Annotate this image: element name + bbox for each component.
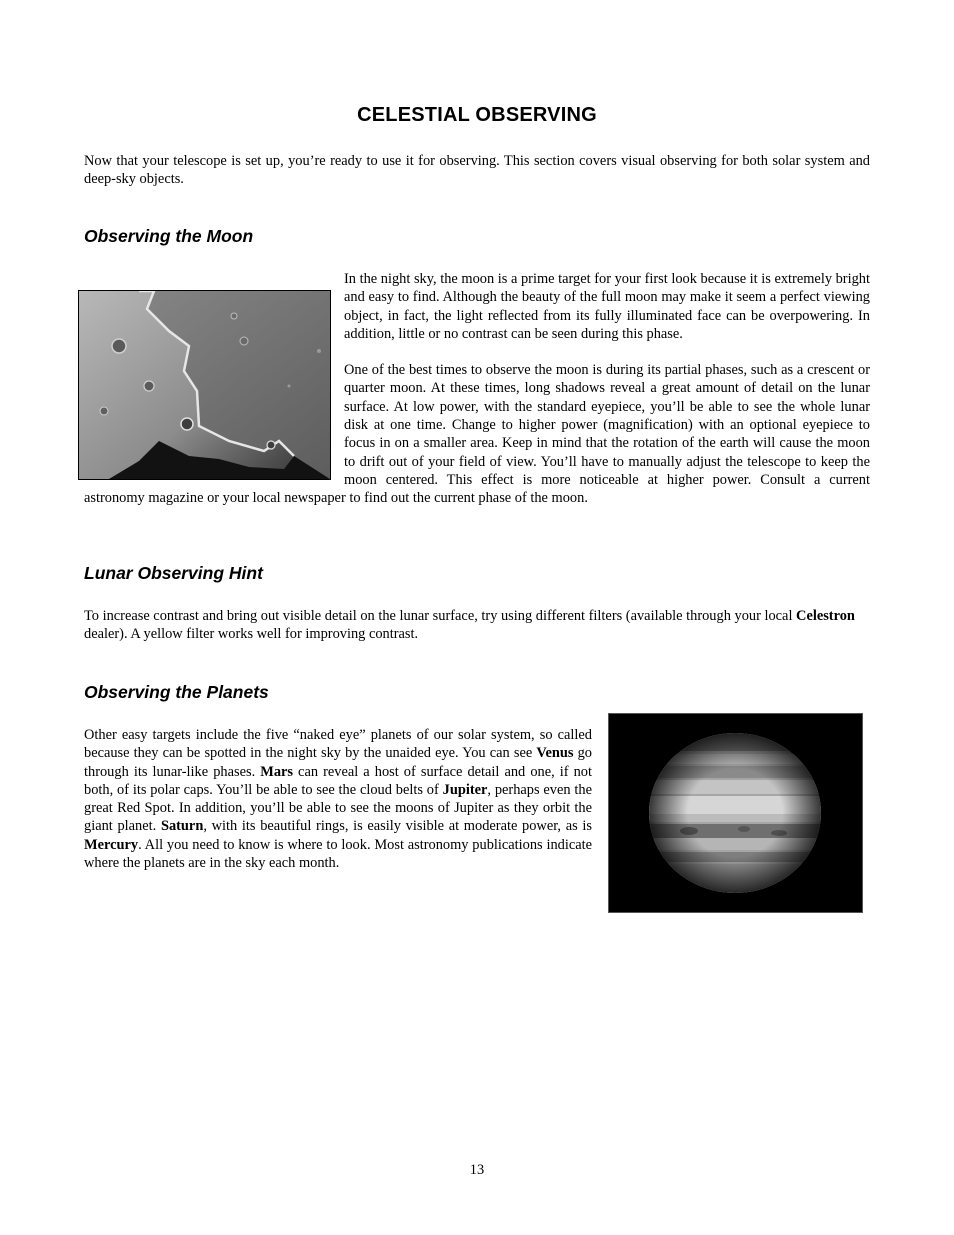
moon-paragraph-1: In the night sky, the moon is a prime target for your first look because it is extremely bright and easy to find. Although the beauty of the full moon may make it seem a perfect viewing object, in fact, the light reflected from its fully illuminated face can be overpowering. In addition, little or no contrast can be seen during this phase. [344, 271, 870, 342]
planets-text-3: can reveal a host of surface detail and one, if not both, of its polar caps. You’ll be able to see the cloud belts of [84, 763, 592, 798]
planets-paragraph [84, 726, 592, 872]
planets-text-2: go through its lunar-like phases. [84, 745, 592, 780]
hint-text-start: To increase contrast and bring out visible detail on the lunar surface, try using different filters (available through your local [84, 608, 797, 624]
moon-section [84, 270, 870, 508]
moon-surface-photo [78, 290, 331, 480]
brand-celestron: Celestron [796, 608, 855, 624]
planets-text-1: Other easy targets include the five “naked eye” planets of our solar system, so called because they can be spotted in the night sky by the unaided eye. You can see [84, 727, 592, 762]
page-title: CELESTIAL OBSERVING [357, 104, 597, 126]
moon-paragraph-2: One of the best times to observe the moon is during its partial phases, such as a crescent or quarter moon. At these times, long shadows reveal a great amount of detail on the lunar surface. At low power, with the standard eyepiece, you’ll be able to see the whole lunar disk at one time. Change to higher power (magnification) with an optional eyepiece to focus in on a smaller area. Keep in mind that the rotation of the earth will cause the moon to drift out of your field of view. You’ll have to manually adjust the telescope to keep the moon centered. This effect is more noticeable at higher power. Consult a current astronomy magazine or your local newspaper to find out the current phase of the moon. [84, 362, 870, 507]
heading-observing-moon: Observing the Moon [84, 226, 254, 246]
planets-text-4: , perhaps even the great Red Spot. In addition, you’ll be able to see the moons of Jupiter as they orbit the giant planet. [84, 781, 593, 835]
intro-paragraph: Now that your telescope is set up, you’re ready to use it for observing. This section covers visual observing for both solar system and deep-sky objects. [84, 153, 870, 188]
planet-venus: Venus [536, 745, 574, 762]
planet-mars: Mars [260, 763, 293, 780]
planet-mercury: Mercury [84, 836, 139, 853]
planets-text-6: . All you need to know is where to look. Most astronomy publications indicate where the planets are in the sky each month. [84, 836, 592, 872]
heading-lunar-hint: Lunar Observing Hint [84, 563, 263, 583]
lunar-hint-paragraph [84, 607, 870, 644]
page-number: 13 [469, 1162, 485, 1178]
heading-observing-planets: Observing the Planets [84, 682, 269, 702]
planet-saturn: Saturn [160, 818, 204, 835]
planets-text-5: , with its beautiful rings, is easily visible at moderate power, as is [203, 818, 592, 835]
jupiter-photo [608, 713, 863, 913]
hint-text-end: dealer). A yellow filter works well for improving contrast. [84, 626, 419, 643]
planet-jupiter: Jupiter [442, 781, 488, 798]
